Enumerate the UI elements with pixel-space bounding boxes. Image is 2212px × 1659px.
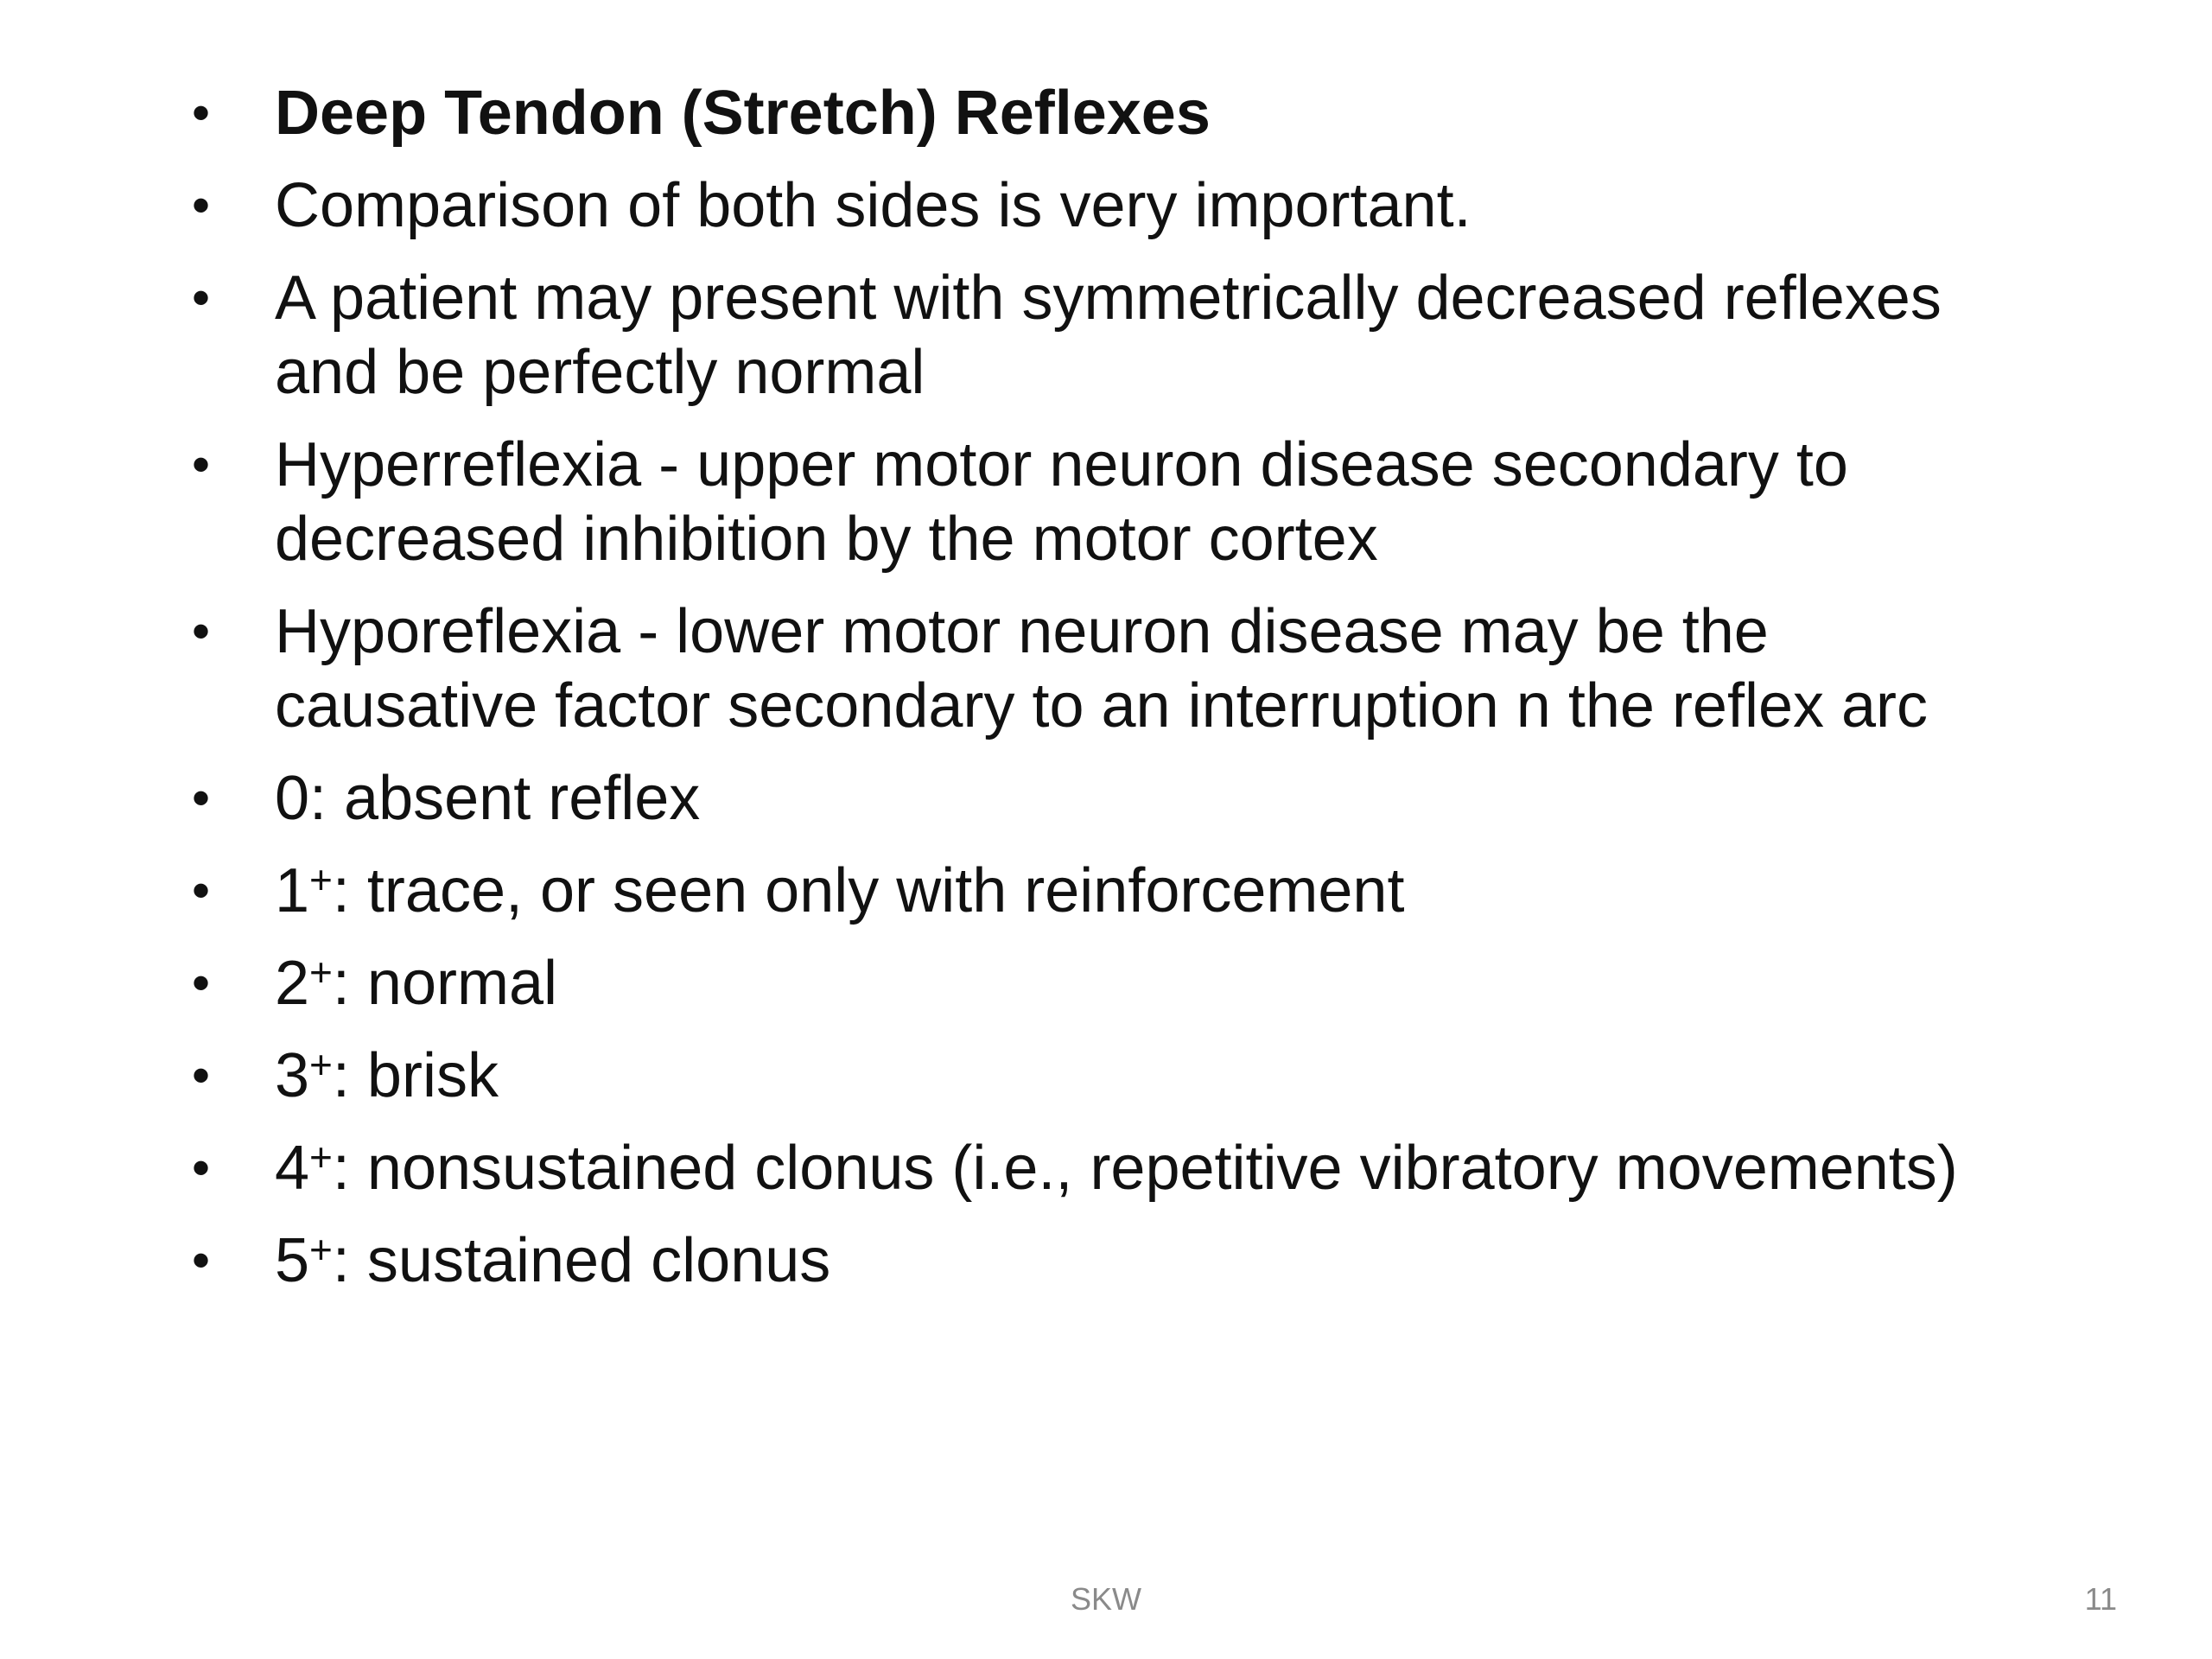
bullet-item-title (181, 76, 2039, 150)
bullet-list (181, 76, 2039, 1298)
grade-number: 3 (275, 1041, 310, 1110)
grade-item-2 (181, 946, 2039, 1020)
grade-item-0 (181, 761, 2039, 836)
bullet-item (181, 594, 2039, 743)
bullet-dot-icon: • (192, 435, 211, 493)
grade-number: 5 (275, 1226, 310, 1295)
bullet-dot-icon: • (192, 1046, 211, 1104)
grade-item-4 (181, 1131, 2039, 1205)
bullet-dot-icon: • (192, 1139, 211, 1197)
bullet-dot-icon: • (192, 84, 211, 142)
grade-description: : trace, or seen only with reinforcement (332, 856, 1405, 925)
footer-author: SKW (1070, 1581, 1141, 1617)
bullet-dot-icon: • (192, 176, 211, 234)
grade-number: 1 (275, 856, 310, 925)
bullet-item (181, 261, 2039, 410)
bullet-dot-icon: • (192, 602, 211, 660)
bullet-dot-icon: • (192, 769, 211, 827)
grade-superscript: + (309, 1227, 333, 1272)
slide-page-number: 11 (2084, 1581, 2117, 1617)
grade-number: 2 (275, 949, 310, 1018)
bullet-item (181, 168, 2039, 243)
bullet-text: Deep Tendon (Stretch) Reflexes (275, 79, 1211, 148)
grade-number: 4 (275, 1134, 310, 1203)
grade-item-3 (181, 1039, 2039, 1113)
bullet-dot-icon: • (192, 954, 211, 1012)
grade-superscript: + (309, 950, 333, 995)
grade-superscript: + (309, 857, 333, 902)
grade-superscript: + (309, 1135, 333, 1179)
grade-item-1 (181, 854, 2039, 928)
grade-superscript: + (309, 1042, 333, 1087)
grade-description: : absent reflex (309, 764, 701, 833)
bullet-text: Hyporeflexia - lower motor neuron disease may be the causative factor secondary to an interruption n the reflex arc (275, 597, 1929, 741)
grade-description: : nonsustained clonus (i.e., repetitive vibratory movements) (332, 1134, 1958, 1203)
grade-description: : sustained clonus (332, 1226, 831, 1295)
grade-description: : normal (332, 949, 558, 1018)
bullet-text: Hyperreflexia - upper motor neuron disease secondary to decreased inhibition by the motor cortex (275, 430, 1848, 574)
bullet-dot-icon: • (192, 861, 211, 919)
grade-item-5 (181, 1224, 2039, 1298)
slide-content (181, 76, 2039, 1316)
bullet-text: Comparison of both sides is very important. (275, 171, 1471, 240)
grade-number: 0 (275, 764, 310, 833)
bullet-dot-icon: • (192, 1231, 211, 1289)
bullet-item (181, 428, 2039, 576)
bullet-dot-icon: • (192, 269, 211, 327)
grade-description: : brisk (332, 1041, 499, 1110)
bullet-text: A patient may present with symmetrically decreased reflexes and be perfectly normal (275, 264, 1942, 407)
